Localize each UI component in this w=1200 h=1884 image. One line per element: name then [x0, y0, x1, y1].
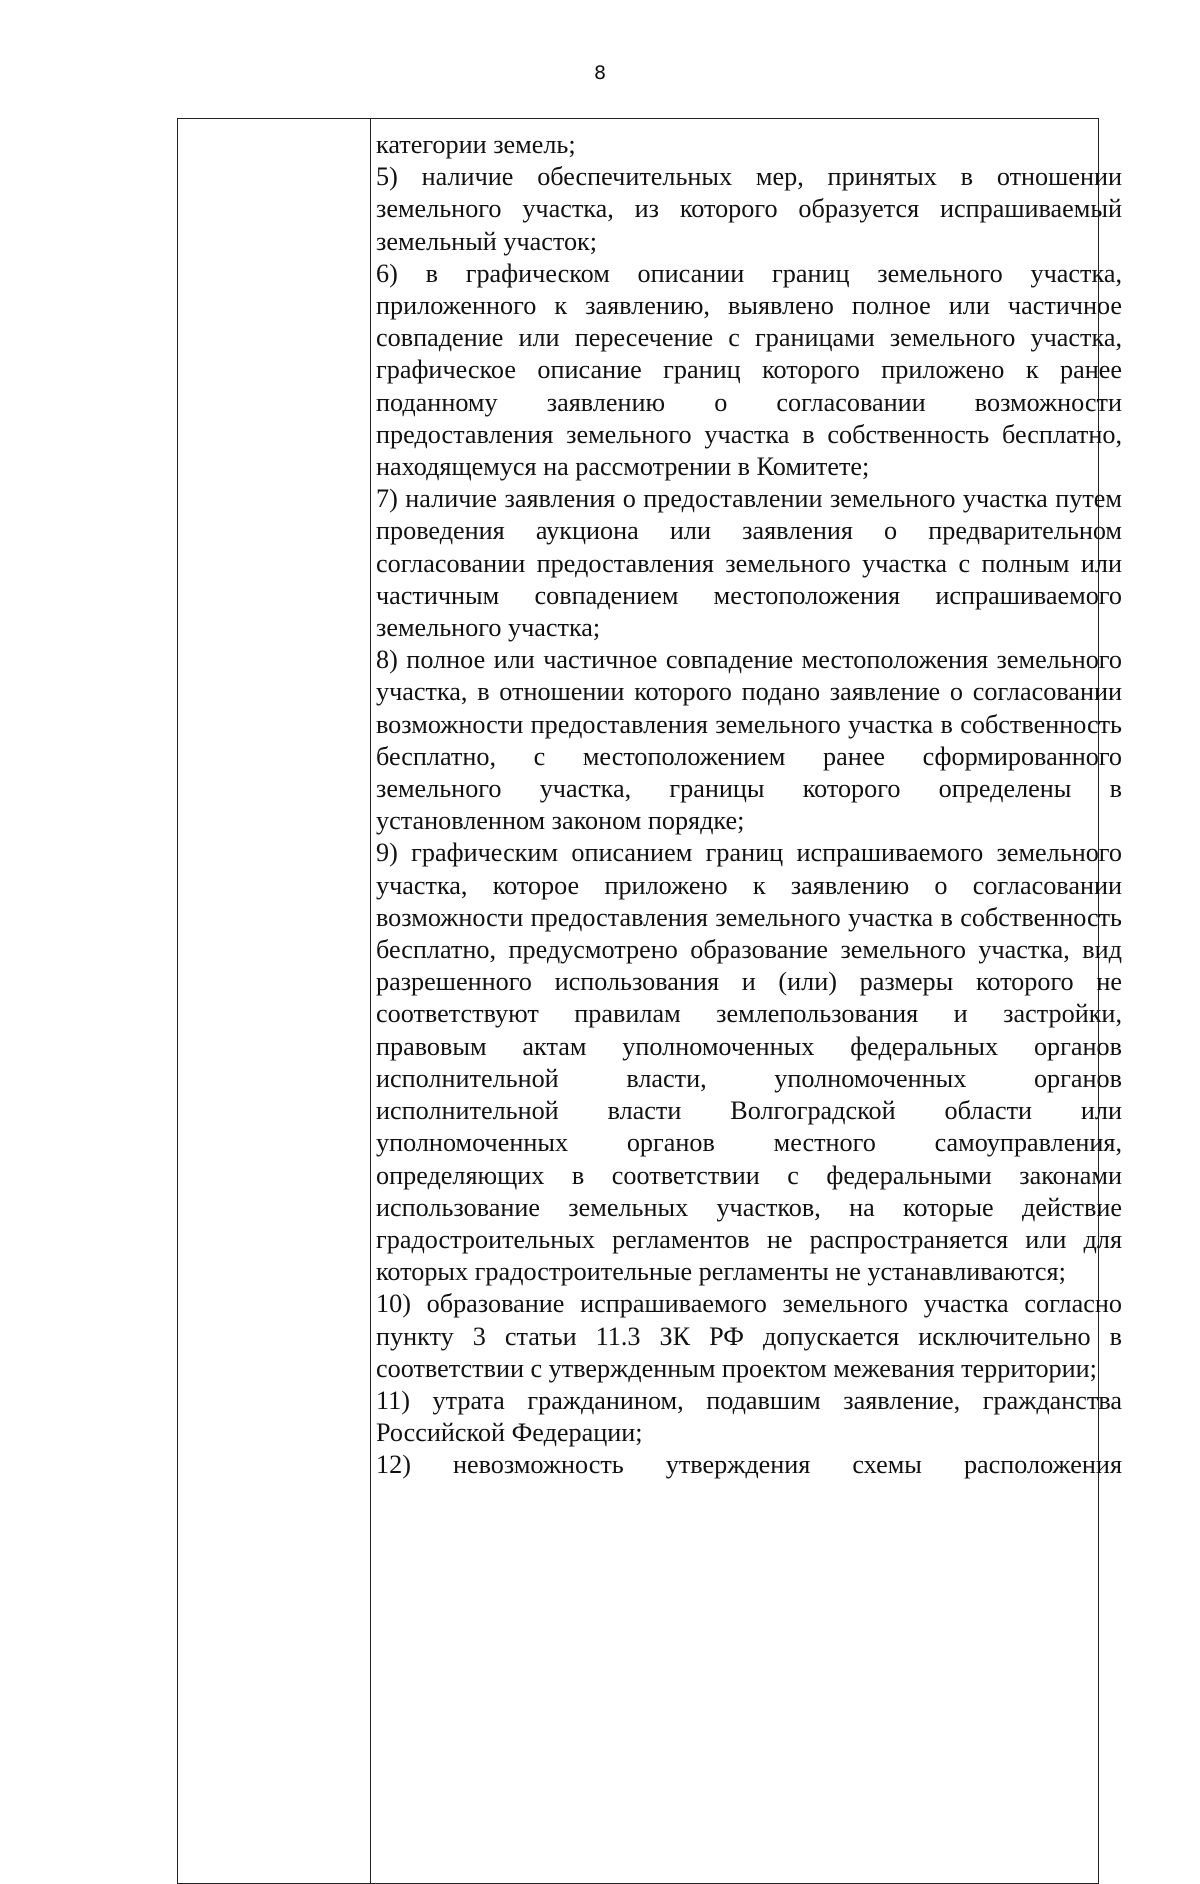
column-divider: [370, 118, 371, 1884]
paragraph: 10) образование испрашиваемого земельного участка согласно пункту 3 статьи 11.3 ЗК РФ допускается исключительно в соответствии с утвержденным проектом межевания территории;: [376, 1289, 1122, 1383]
page-number: 8: [593, 62, 607, 84]
paragraph: 9) графическим описанием границ испрашиваемого земельного участка, которое приложено к заявлению о согласовании возможности предоставления земельного участка в собственность бесплатно, предусмотрено образование земельного участка, вид разрешенного использования и (или) размеры которого не соответствуют правилам землепользования и застройки, правовым актам уполномоченных федеральных органов исполнительной власти, уполномоченных органов исполнительной власти Волгоградской области или уполномоченных органов местного самоуправления, определяющих в соответствии с федеральными законами использование земельных участков, на которые действие градостроительных регламентов не распространяется или для которых градостроительные регламенты не устанавливаются;: [376, 838, 1122, 1287]
table-cell-text: [376, 129, 1122, 1482]
paragraph: 12) невозможность утверждения схемы расположения: [376, 1450, 1122, 1480]
paragraph: 8) полное или частичное совпадение местоположения земельного участка, в отношении которого подано заявление о согласовании возможности предоставления земельного участка в собственность бесплатно, с местоположением ранее сформированного земельного участка, границы которого определены в установленном законом порядке;: [376, 645, 1122, 836]
paragraph: 11) утрата гражданином, подавшим заявление, гражданства Российской Федерации;: [376, 1385, 1122, 1448]
paragraph: 7) наличие заявления о предоставлении земельного участка путем проведения аукциона или заявления о предварительном согласовании предоставления земельного участка с полным или частичным совпадением местоположения испрашиваемого земельного участка;: [376, 484, 1122, 643]
paragraph: категории земель;: [376, 130, 576, 159]
paragraph: 6) в графическом описании границ земельного участка, приложенного к заявлению, выявлено полное или частичное совпадение или пересечение с границами земельного участка, графическое описание границ которого приложено к ранее поданному заявлению о согласовании возможности предоставления земельного участка в собственность бесплатно, находящемуся на рассмотрении в Комитете;: [376, 258, 1122, 482]
paragraph: 5) наличие обеспечительных мер, принятых в отношении земельного участка, из которого образуется испрашиваемый земельный участок;: [376, 162, 1122, 256]
